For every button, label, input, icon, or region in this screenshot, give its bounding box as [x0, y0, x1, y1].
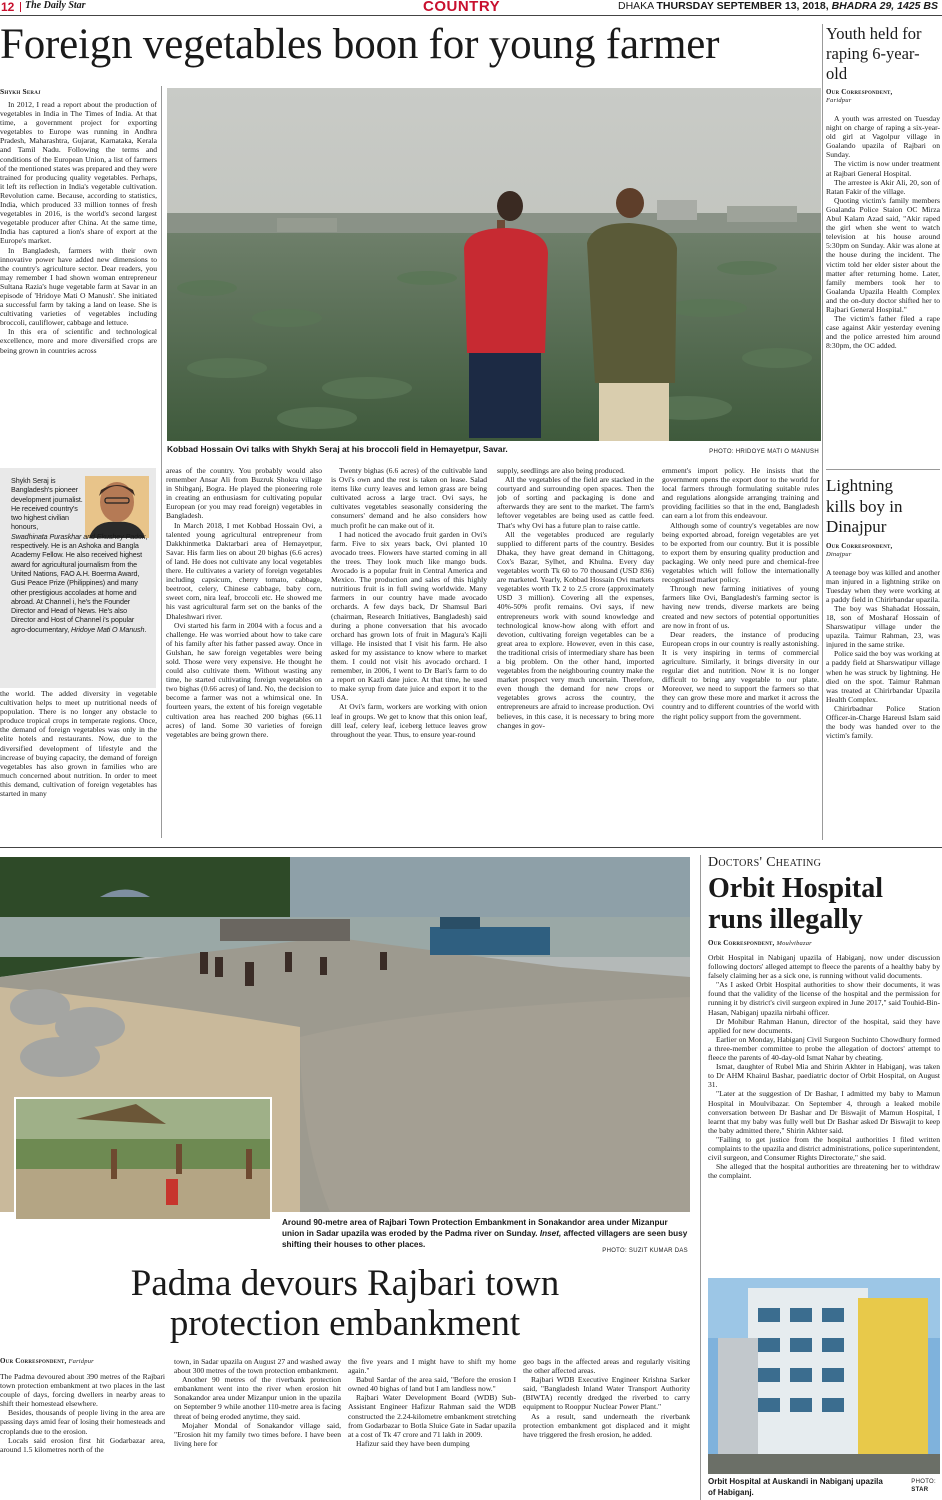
paragraph: The victim is now under treatment at Rajbari General Hospital. [826, 159, 940, 178]
orbit-caption-row [708, 1476, 940, 1500]
page-number: 12 [1, 0, 15, 14]
lead-col1-bottom [0, 689, 157, 839]
villagers-shifting-photo [16, 1099, 270, 1219]
side-story-lightning [826, 476, 940, 840]
paragraph: Rajbari Water Development Board (WDB) Sub-Assistant Engineer Hafizur Rahman said the WDB constructed the 2.24-kilometre embankment stretching from Godarbazar to Botla Sluice Gate in Sadar upazila at a cost of Tk 47 crore and 71 lakh in 2009. [348, 1393, 516, 1439]
paragraph: In this era of scientific and technological excellence, more and more diversified crops are being grown in countries across [0, 327, 157, 355]
orbit-photo-credit [911, 1478, 936, 1494]
paragraph: "Later at the suggestion of Dr Bashar, I admitted my baby to Mamun Hospital in Moulvibazar. On September 4, through a leaked mobile conversation between Dr Bashar and Dr Biswajit of Mamun Hospital, I learnt that my baby was fully well but Dr Bashar asked Dr Biswajit to keep the baby admitted there," Shirin Akhter said. [708, 1089, 940, 1135]
header-city: DHAKA [617, 0, 654, 12]
paragraph: Dr Mohibur Rahman Hanun, director of the hospital, said they have applied for new documents. [708, 1016, 940, 1035]
side-story-rape [826, 24, 940, 464]
lead-headline: Foreign vegetables boon for young farmer [0, 21, 720, 68]
side2-place: Dinajpur [826, 550, 852, 558]
padma-caption-block [282, 1217, 690, 1259]
paragraph: The Padma devoured about 390 metres of the Rajbari town protection embankment at two places in the last couple of days, forcing dwellers in nearby areas to shift their homestead elsewhere. [0, 1372, 165, 1409]
orbit-credit-name: STAR [911, 1487, 929, 1493]
paragraph: A youth was arrested on Tuesday night on charge of raping a six-year-old girl at Vagolpur village in Goalando upazila of Rajbari on Sunday. [826, 114, 940, 160]
paragraph: Ovi started his farm in 2004 with a focus and a challenge. He was worried about how to take care of his family after his father passed away. Once in Gulshan, he saw foreign vegetables were being sold. Those were very expensive. He thought he could also cultivate them. Without wasting any time, he started cultivating foreign vegetables on two bighas (0.66 acres) of land. No, the decision to become a farmer was not a whimsical one. In fourteen years, the extent of his foreign vegetable cultivation area has reached 200 bighas (66.11 acres) of land. Some 30 varieties of foreign vegetables are being grown there. [166, 620, 322, 739]
padma-inset-photo [14, 1097, 272, 1221]
padma-photo-credit: PHOTO: SUZIT KUMAR DAS [602, 1248, 688, 1254]
paragraph: All the vegetables of the field are stacked in the courtyard and surrounding open spaces. Then the job of sorting and packaging is done and afterwards they are sent to the market. The farm's leftover vegetables are being used as cattle feed. That's why Ovi has a future plan to raise cattle. [497, 475, 654, 530]
paragraph: In March 2018, I met Kobbad Hossain Ovi, a talented young agricultural entrepreneur from Dakkhinmetka Daktarbari area of Hemayetpur, Savar. His farm lies on about 20 bighas (6.6 acres) of land. He does not cultivate any local vegetables there. He cultivates a variety of foreign vegetables including capsicum, cherry tomato, cabbage, beetroot, celery, Chinese cabbage, baby corn, sweet corn, nira leaf, broccoli etc. He showed me his vast agricultural farm set on the banks of the Dhaleshwari river. [166, 520, 322, 621]
bio-text-top: Shykh Seraj is Bangladesh's pioneer development journalist. He received country's two highest civilian honours, [11, 476, 83, 532]
side1-body [826, 114, 940, 350]
side2-headline: Lightning kills boy in Dinajpur [826, 476, 903, 536]
orbit-kicker: Doctors' Cheating [708, 855, 822, 870]
header-date-line [618, 0, 938, 12]
paragraph: A teenage boy was killed and another man injured in a lightning strike on Tuesday when they were working at a paddy field in Chirirbandar upazila. [826, 567, 940, 604]
paragraph: I had noticed the avocado fruit garden in Ovi's farm. Five to six years back, Ovi planted 10 avocado trees. Flowers have started coming in all the trees. They look much like mango buds. Avocado is a popular fruit in Central America and Mexico. The production and sales of this highly nutritious fruit is in full swing worldwide. Many farmers in our country have made avocado orchards. A few days back, Dr Shamsul Bari (chairman, Research Initiatives, Bangladesh) said during a phone conversation that his avocado orchard has grown lots of fruit in Magura's Kajli village. He insisted that I visit his farm. He also asked for my assistance to know where to market them. I could not visit his avocado orchard. I remember, in 2006, I went to Dr Bari's farm to do a report on Kazli date juice. At that time, he used to make syrup from date juice and export it to the USA. [331, 529, 487, 703]
paragraph: supply, seedlings are also being produced. [497, 466, 625, 475]
paragraph: Earlier on Monday, Habiganj Civil Surgeon Suchinto Chowdhury formed a three-member committee to probe the allegation of doctors' attempt to fleece the parents of 40-day-old Ismat Nahar by cheating. [708, 1034, 940, 1063]
paragraph: Mojaher Mondal of Sonakandor village said, "Erosion hit my family two times before. I have been living here for [174, 1420, 341, 1448]
paragraph: Chirirbadnar Police Station Officer-in-Charge Hareusl Islam said the body was handed over to the victim's family. [826, 703, 940, 741]
padma-caption-inset: affected villagers are seen busy shifting their houses to other places. [282, 1229, 688, 1249]
bio-text-mid: , respectively. He is an Ashoka and Bangla Academy Fellow. He also received highest award for agricultural journalism from the United Nations, FAO A.H. Boerma Award, Gusi Peace Prize (Philippines) and many other prestigious accolades at home and abroad. At Channel i, he's the Founder Director and Head of News. He's also Director and Host of Channel i's popular agro-documentary, [11, 531, 148, 634]
masthead-logo: The Daily Star [25, 0, 86, 11]
header-divider [20, 2, 21, 12]
padma-headline [0, 1264, 690, 1354]
paragraph: She alleged that the hospital authorities are threatening her to withdraw the complaint. [708, 1162, 940, 1181]
paragraph: Hafizur said they have been dumping [356, 1438, 470, 1448]
orbit-headline-line1: Orbit Hospital [708, 873, 884, 904]
column-rule-bottom-right [700, 855, 701, 1500]
lead-col4 [497, 466, 654, 840]
paragraph: Police said the boy was working at a paddy field at Sharswatipur village when he was struck by lightning. He died on the spot. Taimur Rahman was treated at Chirirbandar Upazila Health Complex. [826, 649, 940, 704]
paragraph: Orbit Hospital in Nabiganj upazila of Habiganj, now under discussion following doctors' alleged attempt to fleece the parents of a healthy baby by falsely claiming her as a sick one, is running without valid documents. [708, 953, 940, 981]
broccoli-field-photo [167, 88, 821, 441]
orbit-credit-label: PHOTO: [911, 1479, 936, 1485]
padma-col2 [174, 1357, 341, 1500]
orbit-photo [708, 1278, 940, 1474]
paragraph: In 2012, I read a report about the production of vegetables in India in The Times of India. At that time, a government project for exporting vegetables to Europe was running in Andhra Pradesh, Maharashtra, Gujarat, Karnataka, Kerala and Tamil Nadu. Following the terms and conditions of the European Union, a list of farmers of the mentioned states was prepared and they were trained for producing quality vegetables. Perhaps, it left its reflection in India's vegetable cultivation. Revolution came. Because, according to statistics, India, which produced 33 million tonnes of fresh vegetables in 2016, is the world's second largest vegetable producer after China. At the same time, India has captured a lion's share of export at the Europe's market. [0, 100, 157, 246]
paragraph: Another 90 metres of the riverbank protection embankment went into the river when erosion hit Sonakandor area under Mizanpur union in the upazila on September 9 while another 110-metre area is facing threat of being eroded anytime, they said. [174, 1375, 341, 1421]
paragraph: Babul Sardar of the area said, "Before the erosion I owned 40 bighas of land but I am landless now." [348, 1375, 516, 1394]
paragraph: ernment's import policy. He insists that the government opens the export door to the world for local farmers through formulating suitable rules and regulations alongside arranging training and providing facilities so that in the end, Bangladesh can earn a lot from this endeavour. [662, 466, 819, 521]
side2-body [826, 568, 940, 741]
lead-col5 [662, 466, 819, 840]
padma-col4 [523, 1357, 690, 1500]
paragraph: All the vegetables produced are regularly supplied to different parts of the country. Besides Dhaka, they have great demand in Chittagong, Cox's Bazar, Sylhet, and Khulna. Every day vegetables worth Tk 60 to 70 thousand (USD 836) are marketed. Yearly, Kobbad Hossain Ovi markets vegetables worth Tk 2 to 2.5 crore (approximately USD 3 million). Covering all the expenses, 40%-50% profit remains. Ovi says, if new entrepreneurs work with sound knowledge and technological know-how along with effort and devotion, cultivating foreign vegetables can be a great area to explore. However, even in this case, the traditional crisis of intermediary share has been a big problem. On the other hand, imported vegetables from the neighbouring country make the market prospect very much uncertain. Therefore, even though the demand for new crops or vegetables grows across the country, the entrepreneurs are afraid to increase production. Ovi believes, in this case, it is necessary to bring more changes in gov- [497, 529, 654, 730]
lead-col1-top [0, 100, 157, 456]
lead-photo-credit: PHOTO: HRIDOYE MATI O MANUSH [709, 449, 819, 455]
paragraph: Twenty bighas (6.6 acres) of the cultivable land is Ovi's own and the rest is taken on lease. Salad items like curry leaves and lemon grass are being cultivated across a large tract. Ovi says, he cultivates vegetables seasonally considering the consumers' demand and he also considers how much profit he can make out of it. [331, 466, 487, 530]
lead-col2 [166, 466, 322, 840]
paragraph: Quoting victim's family members Goalanda Police Staion OC Mirza Abul Kalam Azad said, "Akir raped the girl when she went to watch television at his house around 5:30pm on Sunday. Akir was alone at the house during the incident. The victim told her elder sister about the matter after returning home. Later, family members took her to Goalanda Upazila Health Complex and the on-duty doctor shifted her to Rajbari General Hospital." [826, 195, 940, 314]
side1-byline-label: Our Correspondent, [826, 88, 893, 96]
paragraph: The victim's father filed a rape case against Akir yesterday evening and the police arrested him around 8:30pm, the OC added. [826, 314, 940, 351]
paragraph: Rajbari WDB Executive Engineer Krishna Sarker said, "Bangladesh Inland Water Transport Authority (BIWTA) recently dredged the riverbed to carry equipment to Rooppur Nuclear Power Plant." [523, 1375, 690, 1412]
padma-headline-line1: Padma devours Rajbari town [130, 1264, 560, 1304]
orbit-byline [708, 939, 940, 947]
header-rule [0, 15, 942, 16]
lead-col3 [331, 466, 487, 840]
author-bio-box [0, 468, 156, 688]
side1-place: Faridpur [826, 97, 852, 104]
padma-byline-label: Our Correspondent, [0, 1357, 67, 1365]
orbit-place: Moulvibazar [776, 940, 812, 947]
paragraph: At Ovi's farm, workers are working with onion leaf in groups. We get to know that this onion leaf, dill leaf, celery leaf, iceberg lettuce leaves grow throughout the year. Thus, to ensure year-round [331, 702, 487, 739]
paragraph: the world. The added diversity in vegetable cultivation helps to meet up nutritional needs of population. There is no longer any obstacle to produce tropical crops in temperate regions. Once, the demand of foreign vegetables was only in the elite hotels and restaurants. Now, due to the diversified development of lifestyle and the increase of buying capacity, the demand of foreign vegetables has also grown in families who are much concerned about nutrition. In order to meet this demand, cultivation of foreign vegetables has started in many [0, 689, 157, 799]
padma-col1 [0, 1372, 165, 1500]
padma-caption-inset-label: Inset, [539, 1229, 562, 1238]
paragraph: The arrestee is Akir Ali, 20, son of Ratan Fakir of the village. [826, 177, 940, 196]
orbit-headline-line2: runs illegally [708, 904, 863, 935]
paragraph: Dear readers, the instance of producing European crops in our country is really astonishing. It is very inspiring in terms of commercial agriculture. Similarly, it brings diversity in our regular diet and nutrition. Now it is no longer difficult to bring any vegetable to our plate. Moreover, we need to support the farmers so that they can grow these more and market it across the country and to different countries of the world with the right policy support from the government. [662, 629, 819, 721]
paragraph: geo bags in the affected areas and regularly visiting the other affected areas. [523, 1357, 690, 1376]
header-date: THURSDAY SEPTEMBER 13, 2018, [656, 0, 829, 12]
header-bangla-date: BHADRA 29, 1425 BS [831, 0, 938, 12]
padma-col3 [348, 1357, 516, 1500]
bio-awards: Swadhinata Puraskhar and Ekushey Padok [11, 531, 146, 541]
paragraph: Although some of country's vegetables are now being exported abroad, foreign vegetables are yet to be exported from our country. But it is possible to export them by ensuring quality production and packaging. We only need pure and chemical-free vegetables which will follow the internationally recognised market policy. [662, 520, 819, 585]
side1-byline [826, 88, 940, 104]
column-rule-right [822, 24, 823, 840]
orbit-headline [708, 873, 940, 935]
paragraph: In Bangladesh, farmers with their own innovative power have added new dimensions to the country's agriculture sector. Dear readers, you may remember I had shown woman entrepreneur Sultana Razia's huge vegetable farm at Savar in an episode of 'Hridoye Mati O Manush'. She initiated a successful farm by taking a land on lease. She is cultivating varieties of vegetables including broccoli, cauliflower, cabbage and lettuce. [0, 245, 157, 328]
paragraph: Ismat, daughter of Rubel Mia and Shirin Akhter in Habiganj, was taken to Dr AHM Khairul Bashar, paediatric doctor of Orbit Hospital, on August 31. [708, 1062, 940, 1090]
paragraph: As a result, sand underneath the riverbank protection embankment got displaced and it might have triggered the fresh erosion, he added. [523, 1411, 690, 1439]
author-bio-text [11, 476, 151, 634]
lead-photo-caption: Kobbad Hossain Ovi talks with Shykh Seraj at his broccoli field in Hemayetpur, Savar. [167, 444, 508, 454]
paragraph: "Failing to get justice from the hospital authorities I filed written complaints to the upazila and district administrations, police superintendent, civil surgeon, and Consumer Rights Directorate," she said. [708, 1134, 940, 1163]
section-name: COUNTRY [423, 0, 501, 15]
paragraph: the five years and I might have to shift my home again." [348, 1357, 516, 1376]
side1-headline: Youth held for raping 6-year-old [826, 24, 922, 83]
paragraph: areas of the country. You probably would also remember Ansar Ali from Buzruk Shokra village in Shibganj, Bogra. He played the pioneering role in creating an enthusiasm for cultivating popular European (or you may read foreign) vegetables in Bangladesh. [166, 466, 322, 521]
padma-caption-main: Around 90-metre area of Rajbari Town Protection Embankment in Sonakandor area under Mizanpur union in Sadar upazila was eroded by the Padma river on Sunday. [282, 1218, 668, 1238]
lead-photo-caption-row [167, 444, 821, 458]
bio-show-name: Hridoye Mati O Manush [71, 624, 145, 634]
bio-text-end: . [144, 624, 147, 634]
orbit-body [708, 953, 940, 1180]
side2-byline-label: Our Correspondent, [826, 541, 893, 550]
orbit-story [708, 855, 940, 1275]
orbit-photo-caption: Orbit Hospital at Auskandi in Nabiganj upazila of Habiganj. [708, 1477, 883, 1497]
page-header [0, 0, 942, 16]
paragraph: Locals said erosion first hit Godarbazar area, around 1.5 kilometres north of the [0, 1435, 165, 1454]
paragraph: Through new farming initiatives of young farmers like Ovi, Bangladesh's farming sector is having new trends, diverse markets are being created and new sectors of potential opportunities are now in front of us. [662, 584, 819, 630]
side-divider-1 [826, 469, 940, 470]
paragraph: The boy was Shahadat Hossain, 18, son of Mosharaf Hossain of Sharswatipur village under the upazila. Taimur Rahman, 23, was injured in the same strike. [826, 603, 940, 650]
paragraph: "As I asked Orbit Hospital authorities to show their documents, it was found that the validity of the license of the hospital and the permission for running it by district's civil surgeon expired in June 2017," said Touhid-Bin-Hasan, Nabiganj upazila nirbahi officer. [708, 980, 940, 1017]
lead-byline: Shykh Seraj [0, 87, 41, 96]
lead-col-rule-1 [161, 86, 162, 838]
orbit-hospital-building-photo [708, 1278, 940, 1474]
padma-place: Faridpur [68, 1358, 94, 1365]
side2-byline [826, 542, 940, 558]
padma-headline-line2: protection embankment [169, 1303, 521, 1344]
paragraph: Besides, thousands of people living in the area are passing days amid fear of losing their homesteads and croplands due to the erosion. [0, 1408, 165, 1436]
paragraph: town, in Sadar upazila on August 27 and washed away about 300 metres of the town protection embankment. [174, 1357, 341, 1376]
section-divider [0, 847, 942, 848]
lead-photo [167, 88, 821, 441]
padma-photo-caption [282, 1217, 690, 1250]
orbit-byline-label: Our Correspondent, [708, 939, 775, 947]
